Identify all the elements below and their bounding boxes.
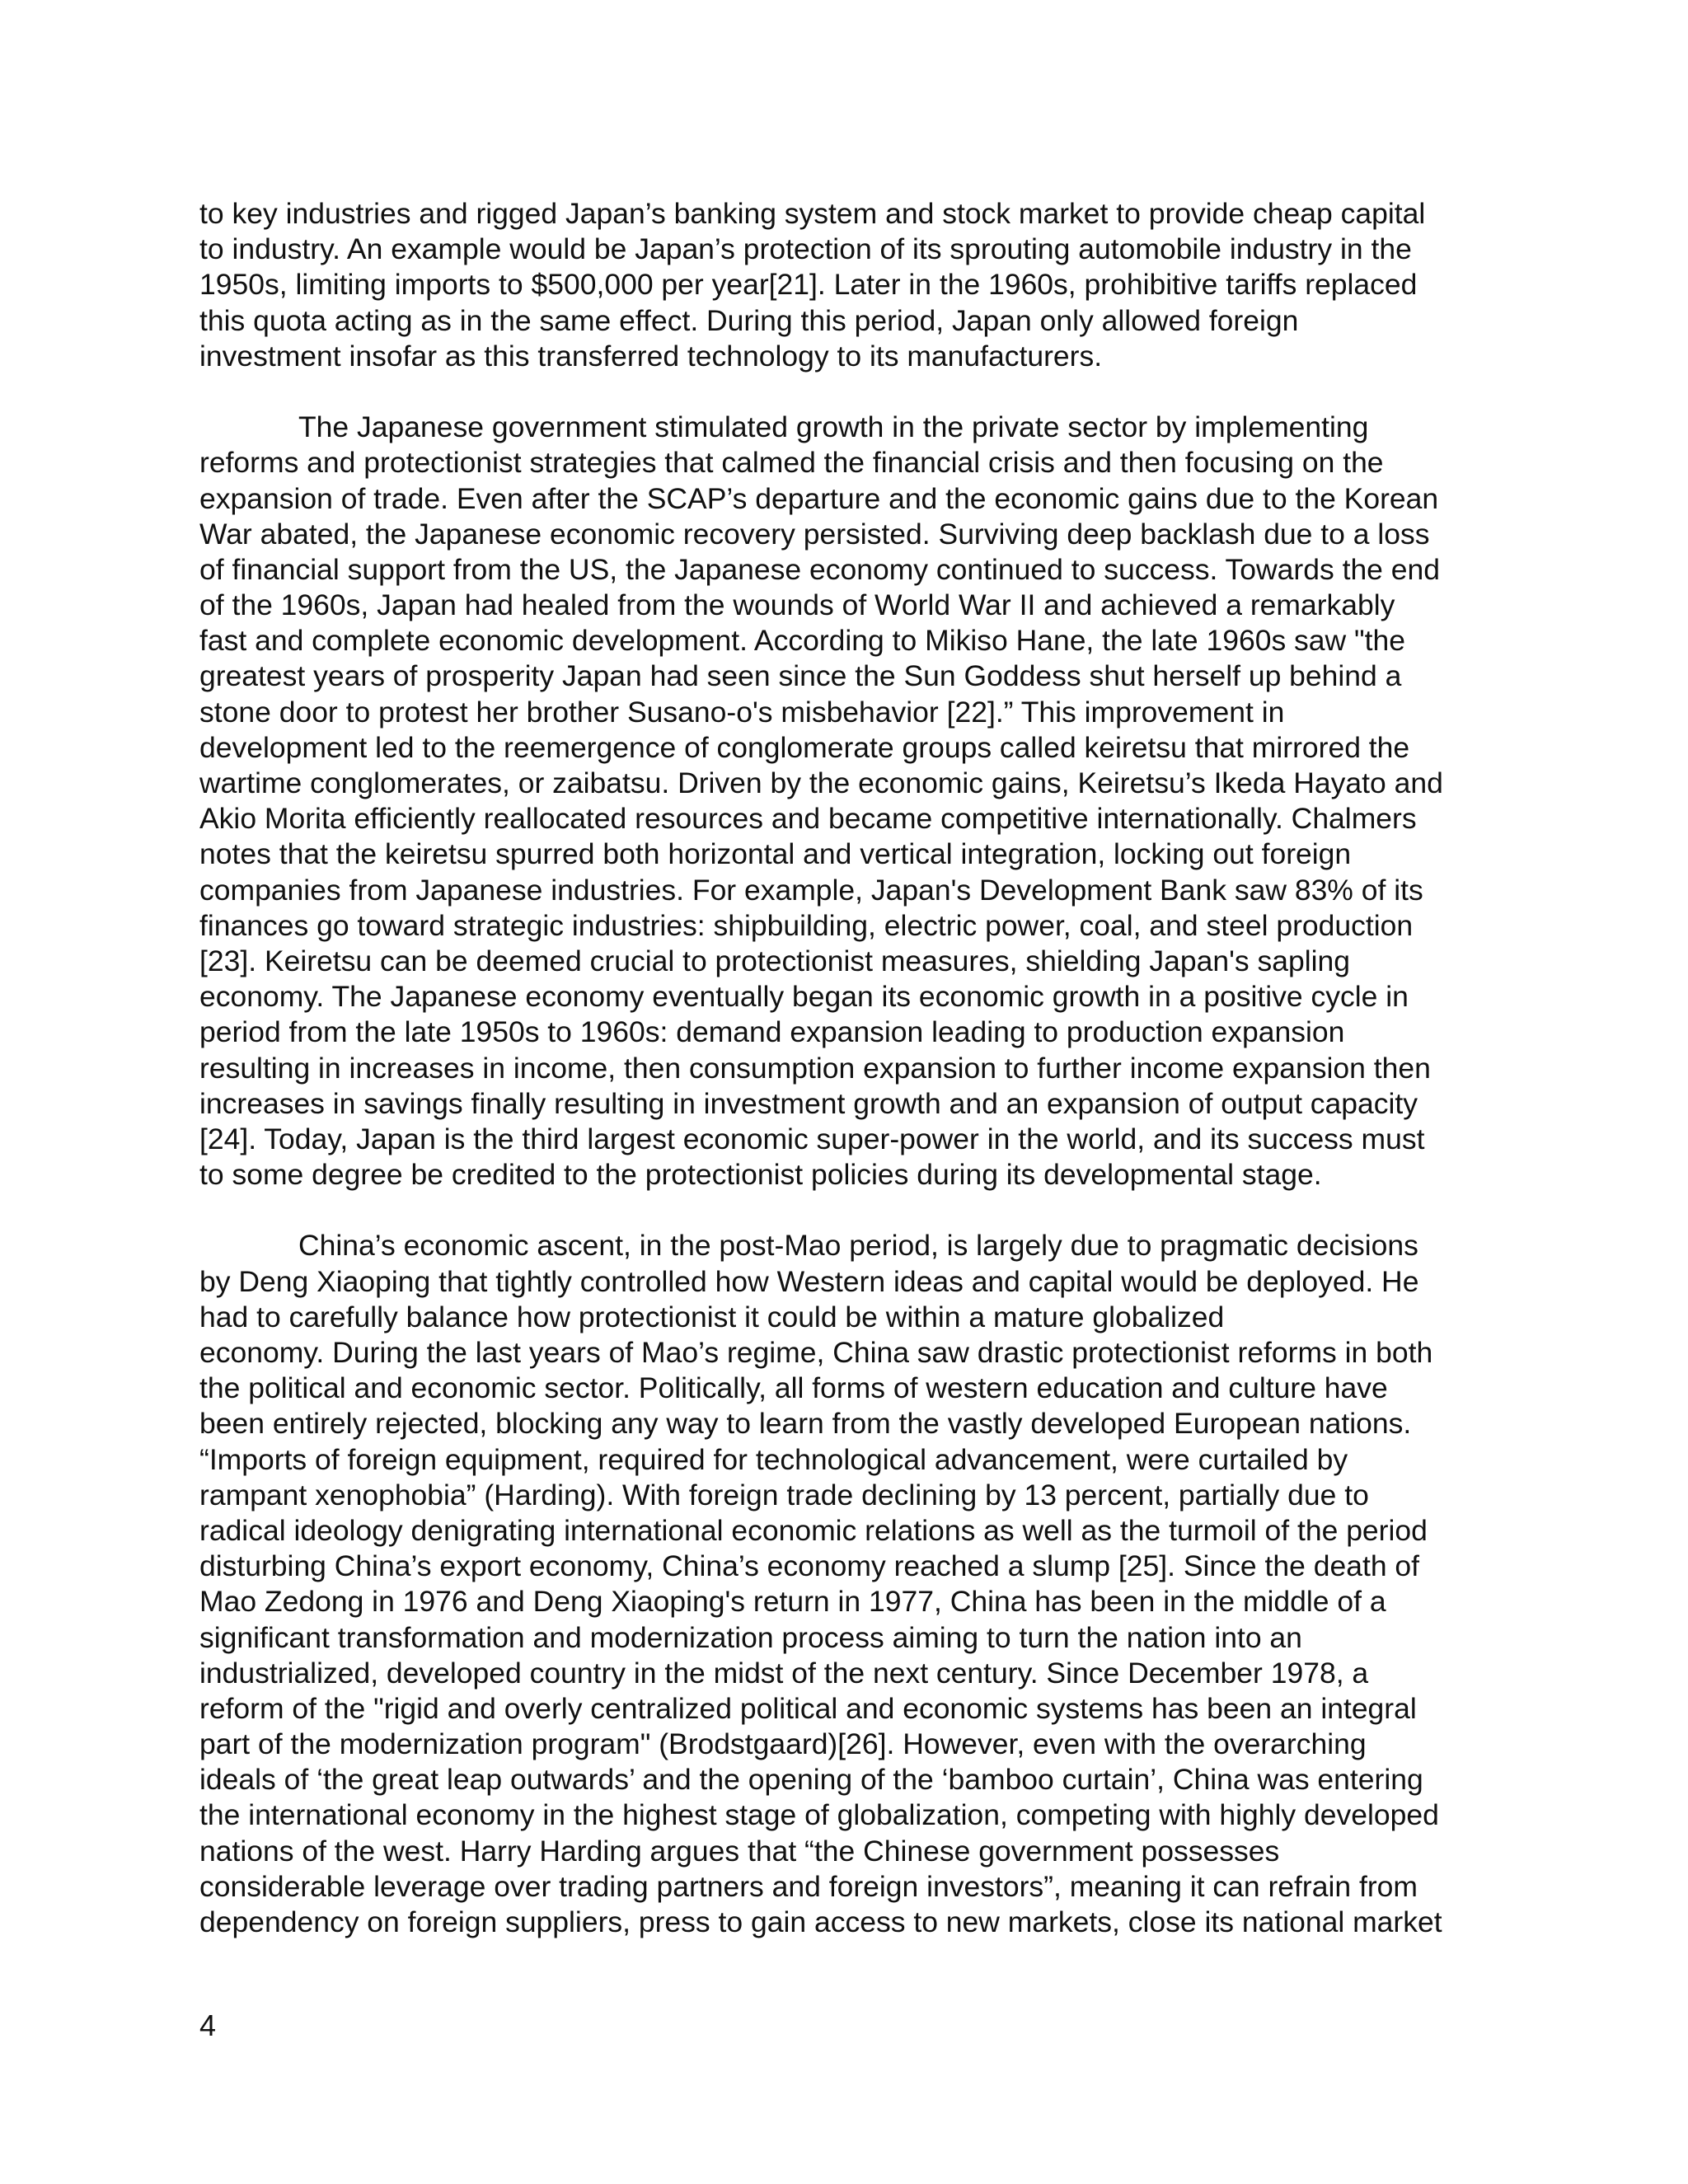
text-line: of the 1960s, Japan had healed from the wounds of World War II and achieved a remarkably	[199, 588, 1395, 622]
text-line: radical ideology denigrating international economic relations as well as the turmoil of the period	[199, 1513, 1428, 1547]
text-line: companies from Japanese industries. For example, Japan's Development Bank saw 83% of its	[199, 873, 1423, 907]
text-line: China’s economic ascent, in the post-Mao period, is largely due to pragmatic decisions	[298, 1229, 1418, 1263]
text-line: ideals of ‘the great leap outwards’ and the opening of the ‘bamboo curtain’, China was entering	[199, 1763, 1423, 1797]
text-line: expansion of trade. Even after the SCAP’s departure and the economic gains due to the Korean	[199, 481, 1439, 515]
text-line: to industry. An example would be Japan’s protection of its sprouting automobile industry in the	[199, 232, 1412, 266]
text-line: rampant xenophobia” (Harding). With foreign trade declining by 13 percent, partially due to	[199, 1478, 1369, 1511]
text-line: stone door to protest her brother Susano-o's misbehavior [22].” This improvement in	[199, 695, 1285, 729]
text-line: this quota acting as in the same effect. During this period, Japan only allowed foreign	[199, 303, 1299, 337]
paragraph-2	[199, 410, 1485, 1193]
text-line: wartime conglomerates, or zaibatsu. Driven by the economic gains, Keiretsu’s Ikeda Hayato and	[199, 766, 1443, 799]
text-line: War abated, the Japanese economic recovery persisted. Surviving deep backlash due to a loss	[199, 517, 1430, 551]
text-line: of financial support from the US, the Japanese economy continued to success. Towards the end	[199, 552, 1441, 586]
text-line: reform of the "rigid and overly centralized political and economic systems has been an integral	[199, 1691, 1417, 1725]
text-line: disturbing China’s export economy, China’s economy reached a slump [25]. Since the death of	[199, 1549, 1420, 1583]
text-line: been entirely rejected, blocking any way to learn from the vastly developed European nations.	[199, 1407, 1412, 1441]
text-line: Akio Morita efficiently reallocated resources and became competitive internationally. Chalmers	[199, 802, 1417, 836]
text-line: resulting in increases in income, then consumption expansion to further income expansion then	[199, 1051, 1431, 1085]
text-line: dependency on foreign suppliers, press to gain access to new markets, close its national market	[199, 1905, 1442, 1938]
text-line: “Imports of foreign equipment, required for technological advancement, were curtailed by	[199, 1442, 1348, 1476]
text-line: to some degree be credited to the protectionist policies during its developmental stage.	[199, 1158, 1322, 1192]
text-line: nations of the west. Harry Harding argues that “the Chinese government possesses	[199, 1834, 1280, 1868]
text-line: part of the modernization program" (Brodstgaard)[26]. However, even with the overarching	[199, 1727, 1367, 1761]
text-line: finances go toward strategic industries: shipbuilding, electric power, coal, and steel production	[199, 908, 1414, 942]
text-line: Mao Zedong in 1976 and Deng Xiaoping's return in 1977, China has been in the middle of a	[199, 1585, 1386, 1619]
text-line: investment insofar as this transferred technology to its manufacturers.	[199, 339, 1103, 373]
text-line: the international economy in the highest stage of globalization, competing with highly developed	[199, 1798, 1439, 1832]
text-line: 1950s, limiting imports to $500,000 per year[21]. Later in the 1960s, prohibitive tariffs replaced	[199, 268, 1418, 302]
text-line: development led to the reemergence of conglomerate groups called keiretsu that mirrored the	[199, 730, 1410, 764]
text-line: fast and complete economic development. According to Mikiso Hane, the late 1960s saw "the	[199, 624, 1406, 658]
text-line: the political and economic sector. Politically, all forms of western education and culture have	[199, 1371, 1388, 1405]
text-line: had to carefully balance how protectionist it could be within a mature globalized	[199, 1300, 1225, 1333]
text-line: [23]. Keiretsu can be deemed crucial to protectionist measures, shielding Japan's sapling	[199, 944, 1351, 977]
text-line: industrialized, developed country in the midst of the next century. Since December 1978, a	[199, 1656, 1369, 1690]
text-line: greatest years of prosperity Japan had seen since the Sun Goddess shut herself up behind a	[199, 659, 1402, 693]
paragraph-3	[199, 1228, 1485, 1940]
text-line: The Japanese government stimulated growth in the private sector by implementing	[298, 410, 1369, 444]
text-line: to key industries and rigged Japan’s banking system and stock market to provide cheap capital	[199, 197, 1426, 230]
text-line: by Deng Xiaoping that tightly controlled how Western ideas and capital would be deployed. He	[199, 1264, 1419, 1298]
text-line: economy. During the last years of Mao’s regime, China saw drastic protectionist reforms in both	[199, 1336, 1433, 1369]
text-body	[199, 196, 1485, 1940]
paragraph-1	[199, 196, 1485, 374]
text-line: economy. The Japanese economy eventually began its economic growth in a positive cycle in	[199, 980, 1409, 1014]
text-line: period from the late 1950s to 1960s: demand expansion leading to production expansion	[199, 1015, 1345, 1049]
text-line: notes that the keiretsu spurred both horizontal and vertical integration, locking out foreign	[199, 837, 1352, 871]
page-number: 4	[199, 2008, 217, 2042]
text-line: reforms and protectionist strategies that calmed the financial crisis and then focusing on the	[199, 446, 1384, 480]
text-line: significant transformation and modernization process aiming to turn the nation into an	[199, 1620, 1302, 1654]
text-line: considerable leverage over trading partners and foreign investors”, meaning it can refrain from	[199, 1869, 1418, 1903]
text-line: [24]. Today, Japan is the third largest economic super-power in the world, and its success must	[199, 1122, 1425, 1155]
text-line: increases in savings finally resulting in investment growth and an expansion of output capacity	[199, 1086, 1418, 1120]
